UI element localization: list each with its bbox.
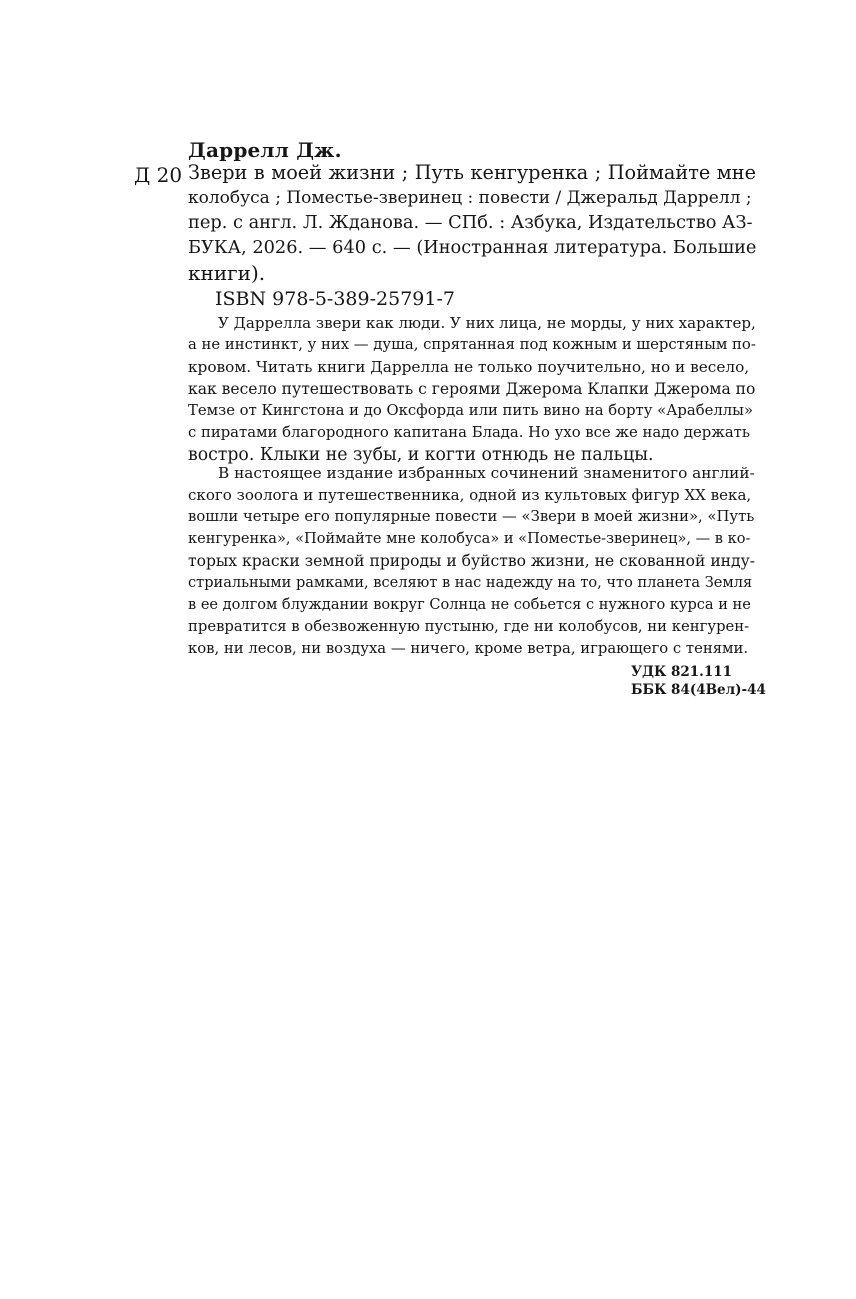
annotation-line: в ее долгом блуждании вокруг Солнца не собьется с нужного курса и не — [188, 596, 751, 613]
annotation-line: превратится в обезвоженную пустыню, где ни колобусов, ни кенгурен- — [188, 618, 750, 635]
annotation-line: а не инстинкт, у них — душа, спрятанная под кожным и шерстяным по- — [188, 336, 756, 353]
annotation-line: как весело путешествовать с героями Джерома Клапки Джерома по — [188, 380, 756, 398]
isbn: ISBN 978-5-389-25791-7 — [215, 288, 455, 310]
annotation-line: с пиратами благородного капитана Блада. Но ухо все же надо держать — [188, 424, 750, 441]
annotation-line: кровом. Читать книги Даррелла не только поучительно, но и весело, — [188, 358, 750, 376]
bib-line: БУКА, 2026. — 640 с. — (Иностранная литература. Большие — [188, 238, 757, 258]
annotation-line: торых краски земной природы и буйство жизни, не скованной инду- — [188, 552, 756, 570]
annotation-line: В настоящее издание избранных сочинений знаменитого англий- — [218, 464, 755, 482]
bib-line: Звери в моей жизни ; Путь кенгуренка ; Поймайте мне — [188, 161, 756, 184]
annotation-line: ского зоолога и путешественника, одной из культовых фигур XX века, — [188, 486, 752, 504]
author-heading: Даррелл Дж. — [188, 138, 342, 162]
udk-code: УДК 821.111 — [631, 664, 732, 680]
bib-line: пер. с англ. Л. Жданова. — СПб. : Азбука, Издательство АЗ- — [188, 213, 753, 233]
annotation-line: У Даррелла звери как люди. У них лица, не морды, у них характер, — [218, 314, 756, 332]
annotation-line: Темзе от Кингстона и до Оксфорда или пить вино на борту «Арабеллы» — [188, 402, 753, 419]
annotation-line: востро. Клыки не зубы, и когти отнюдь не пальцы. — [188, 445, 654, 465]
class-code: Д 20 — [134, 163, 183, 187]
bib-line: колобуса ; Поместье-зверинец : повести / Джеральд Даррелл ; — [188, 188, 752, 208]
bib-line: книги). — [188, 261, 266, 285]
bbk-code: ББК 84(4Вел)-44 — [631, 682, 766, 698]
annotation-line: ков, ни лесов, ни воздуха — ничего, кроме ветра, играющего с тенями. — [188, 640, 749, 657]
annotation-line: стриальными рамками, вселяют в нас надежду на то, что планета Земля — [188, 574, 753, 591]
annotation-line: вошли четыре его популярные повести — «Звери в моей жизни», «Путь — [188, 508, 755, 525]
annotation-line: кенгуренка», «Поймайте мне колобуса» и «Поместье-зверинец», — в ко- — [188, 530, 751, 547]
